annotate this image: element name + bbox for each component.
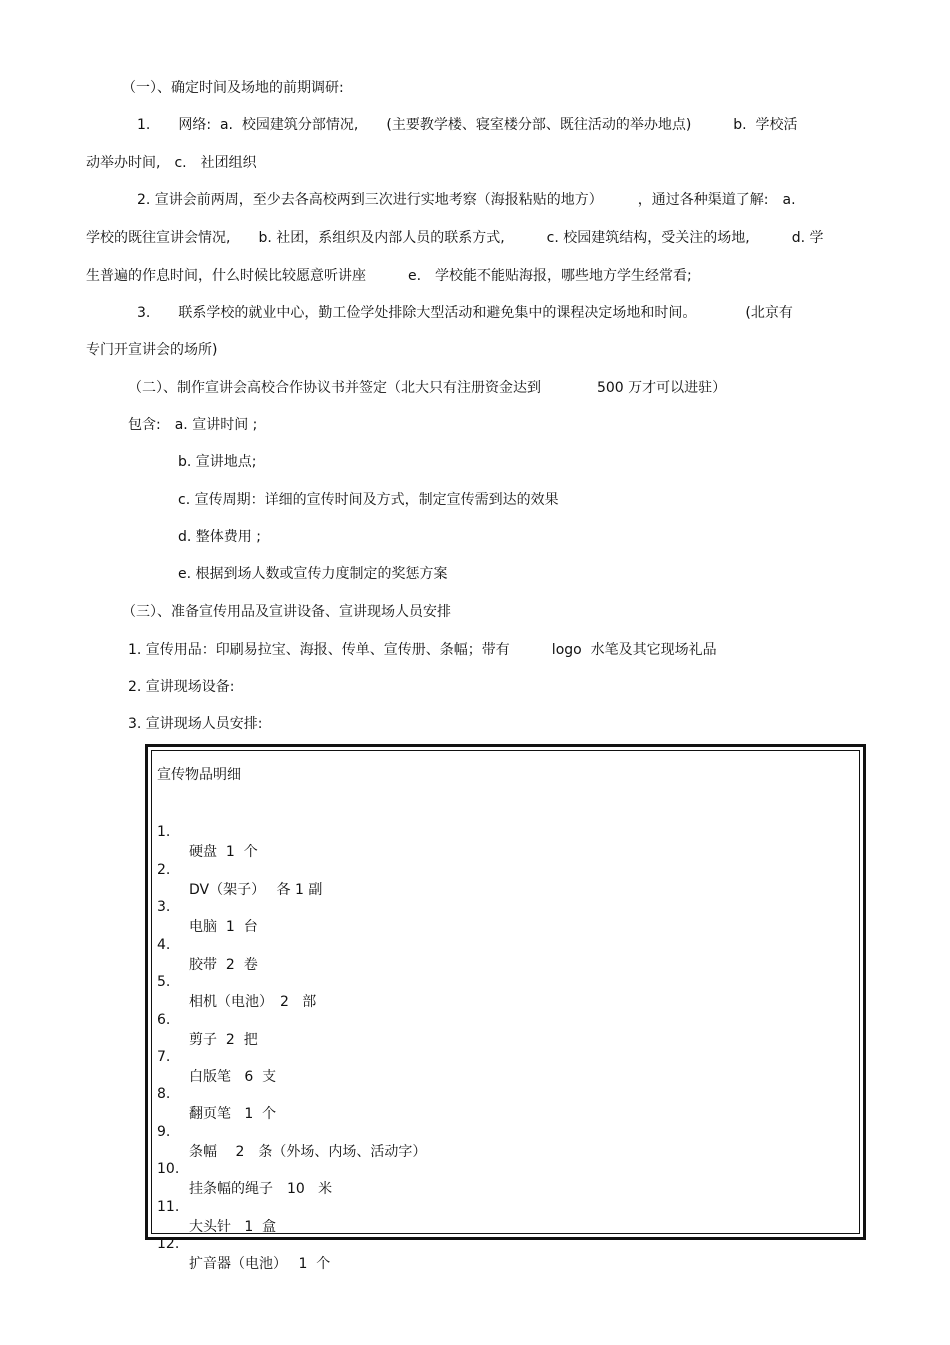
item-number: 3. xyxy=(157,899,171,915)
list-item xyxy=(157,1064,837,1122)
list-item xyxy=(157,1027,837,1085)
item-text: 硬盘 1 个 xyxy=(189,844,258,860)
item-number: 12. xyxy=(157,1236,180,1252)
section-1-para-2-line-1: 2. 宣讲会前两周，至少去各高校两到三次进行实地考察（海报粘贴的地方） ，通过各种渠道了解: a. xyxy=(137,192,796,208)
item-number: 10. xyxy=(157,1161,180,1177)
section-1-para-1-line-1: 1. 网络: a. 校园建筑分部情况, (主要教学楼、寝室楼分部、既往活动的举办地点) b. 学校活 xyxy=(137,117,798,133)
list-item xyxy=(157,840,837,898)
list-item xyxy=(157,1177,837,1235)
section-3-heading: （三）、准备宣传用品及宣讲设备、宣讲现场人员安排 xyxy=(122,604,451,620)
item-text: 剪子 2 把 xyxy=(189,1032,258,1048)
section-3-item-1: 1. 宣传用品：印刷易拉宝、海报、传单、宣传册、条幅；带有 logo 水笔及其它现场礼品 xyxy=(128,642,717,658)
list-item xyxy=(157,990,837,1048)
section-1-para-2-line-2: 学校的既往宣讲会情况, b. 社团，系组织及内部人员的联系方式, c. 校园建筑结构，受关注的场地, d. 学 xyxy=(86,230,824,246)
list-item xyxy=(157,952,837,1010)
item-text: 胶带 2 卷 xyxy=(189,957,258,973)
list-item xyxy=(157,1214,837,1272)
section-1-heading: （一）、确定时间及场地的前期调研: xyxy=(122,80,344,96)
materials-table-inner xyxy=(151,750,860,1272)
section-2-item-c: c. 宣传周期：详细的宣传时间及方式，制定宣传需到达的效果 xyxy=(178,492,559,508)
section-2-item-d: d. 整体费用 ; xyxy=(178,529,261,545)
item-number: 7. xyxy=(157,1049,171,1065)
item-number: 4. xyxy=(157,937,171,953)
list-item xyxy=(157,1102,837,1160)
item-text: 大头针 1 盒 xyxy=(189,1219,277,1235)
item-text: 电脑 1 台 xyxy=(189,919,258,935)
item-text: 挂条幅的绳子 10 米 xyxy=(189,1181,333,1197)
section-2-item-b: b. 宣讲地点; xyxy=(178,454,257,470)
section-1-para-1-line-2: 动举办时间, c. 社团组织 xyxy=(86,155,257,171)
item-number: 2. xyxy=(157,862,171,878)
materials-table-title: 宣传物品明细 xyxy=(157,767,241,783)
item-number: 5. xyxy=(157,974,171,990)
list-item xyxy=(157,802,837,860)
section-2-heading: （二）、制作宣讲会高校合作协议书并签定（北大只有注册资金达到 500 万才可以进驻） xyxy=(128,380,727,396)
section-3-item-3: 3. 宣讲现场人员安排: xyxy=(128,716,263,732)
item-text: 扩音器（电池） 1 个 xyxy=(189,1256,331,1272)
list-item xyxy=(157,877,837,935)
item-text: 条幅 2 条（外场、内场、活动字） xyxy=(189,1144,427,1160)
section-2-item-e: e. 根据到场人数或宣传力度制定的奖惩方案 xyxy=(178,566,448,582)
section-2-include: 包含: a. 宣讲时间 ; xyxy=(128,417,258,433)
item-text: 白版笔 6 支 xyxy=(189,1069,277,1085)
item-number: 1. xyxy=(157,824,171,840)
section-1-para-3-line-1: 3. 联系学校的就业中心，勤工俭学处排除大型活动和避免集中的课程决定场地和时间。 (北京有 xyxy=(137,305,793,321)
materials-table xyxy=(145,744,866,1272)
list-item xyxy=(157,915,837,973)
section-1-para-2-line-3: 生普遍的作息时间，什么时候比较愿意听讲座 e. 学校能不能贴海报，哪些地方学生经常看; xyxy=(86,268,692,284)
section-3-item-2: 2. 宣讲现场设备: xyxy=(128,679,235,695)
item-text: 翻页笔 1 个 xyxy=(189,1106,277,1122)
item-number: 6. xyxy=(157,1012,171,1028)
item-text: DV（架子） 各 1 副 xyxy=(189,882,323,898)
item-text: 相机（电池） 2 部 xyxy=(189,994,317,1010)
item-number: 11. xyxy=(157,1199,180,1215)
item-number: 8. xyxy=(157,1086,171,1102)
section-1-para-3-line-2: 专门开宣讲会的场所) xyxy=(86,342,218,358)
list-item xyxy=(157,1139,837,1197)
item-number: 9. xyxy=(157,1124,171,1140)
